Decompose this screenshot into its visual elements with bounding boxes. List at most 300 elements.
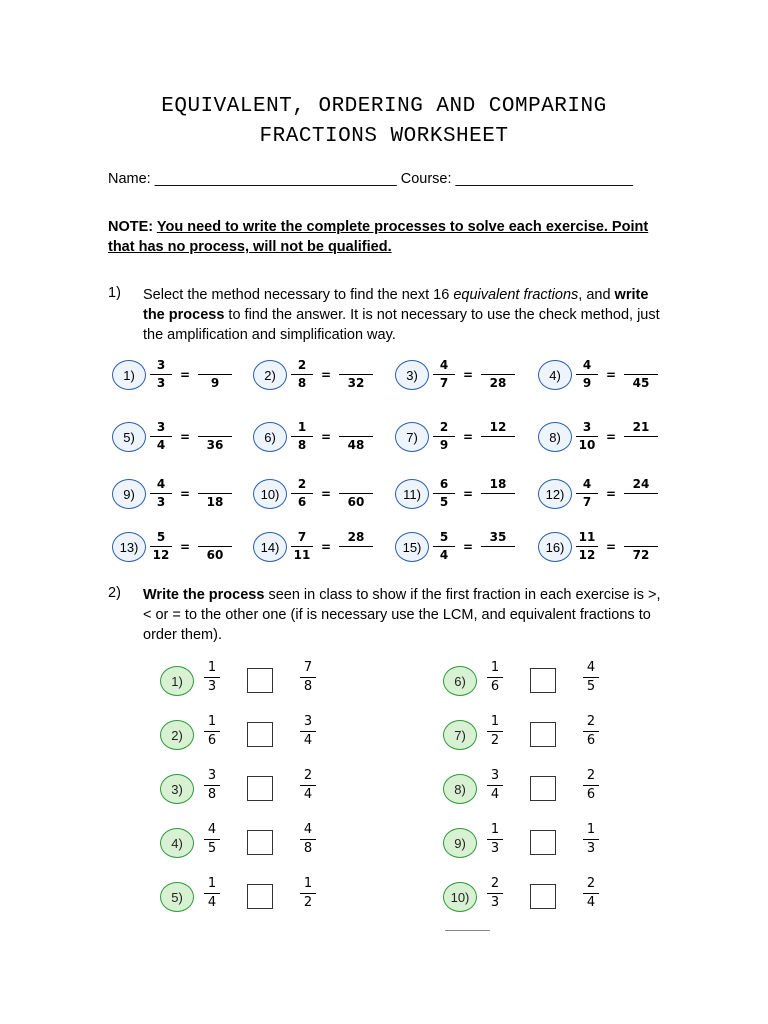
first-fraction	[204, 822, 220, 856]
fraction-bar	[204, 677, 220, 678]
equivalent-item	[395, 358, 555, 402]
denominator: 6	[297, 495, 307, 509]
comparison-answer-box[interactable]	[530, 722, 556, 747]
second-fraction	[583, 876, 599, 910]
equals-sign: =	[180, 540, 191, 554]
fraction-bar	[583, 677, 599, 678]
fraction-bar	[198, 374, 232, 375]
q1-text-italic: equivalent fractions	[453, 287, 579, 303]
comparison-answer-box[interactable]	[530, 668, 556, 693]
answer-denominator: 18	[206, 495, 224, 509]
answer-denominator: 45	[632, 376, 650, 390]
second-fraction	[583, 714, 599, 748]
given-fraction	[433, 420, 455, 452]
fraction-bar	[433, 374, 455, 375]
denominator: 4	[207, 895, 217, 910]
worksheet-title-line2: FRACTIONS WORKSHEET	[259, 125, 509, 148]
answer-fraction[interactable]	[624, 477, 658, 509]
given-fraction	[576, 530, 598, 562]
fraction-bar	[339, 436, 373, 437]
fraction-bar	[576, 436, 598, 437]
fraction-bar	[487, 731, 503, 732]
denominator: 3	[156, 376, 166, 390]
equivalent-item	[112, 420, 272, 464]
equals-sign: =	[180, 430, 191, 444]
denominator: 7	[439, 376, 449, 390]
equals-sign: =	[606, 540, 617, 554]
comparison-answer-box[interactable]	[530, 776, 556, 801]
numerator: 4	[207, 822, 217, 837]
fraction-bar	[576, 374, 598, 375]
equals-sign: =	[321, 430, 332, 444]
fraction-bar	[198, 493, 232, 494]
numerator: 2	[297, 477, 307, 491]
fraction-bar	[204, 731, 220, 732]
fraction-bar	[198, 546, 232, 547]
answer-fraction[interactable]	[481, 420, 515, 452]
compare-item	[443, 714, 643, 764]
equals-sign: =	[606, 430, 617, 444]
answer-denominator: 36	[206, 438, 224, 452]
numerator: 3	[207, 768, 217, 783]
given-fraction	[576, 477, 598, 509]
fraction-bar	[624, 493, 658, 494]
item-number: 5)	[171, 889, 183, 905]
fraction-bar	[583, 785, 599, 786]
answer-fraction[interactable]	[624, 530, 658, 562]
denominator: 8	[297, 438, 307, 452]
item-number-circle	[160, 666, 194, 696]
answer-numerator: 12	[489, 420, 507, 434]
given-fraction	[576, 358, 598, 390]
item-number-circle	[538, 532, 572, 562]
fraction-bar	[300, 731, 316, 732]
answer-numerator: 18	[489, 477, 507, 491]
compare-item	[160, 822, 360, 872]
fraction-bar	[339, 546, 373, 547]
given-fraction	[433, 477, 455, 509]
item-number: 6)	[454, 673, 466, 689]
denominator: 4	[586, 895, 596, 910]
fraction-bar	[339, 374, 373, 375]
equivalent-item	[538, 358, 698, 402]
equals-sign: =	[463, 487, 474, 501]
second-fraction	[300, 822, 316, 856]
item-number-circle	[538, 360, 572, 390]
given-fraction	[291, 477, 313, 509]
worksheet-title-line1: EQUIVALENT, ORDERING AND COMPARING	[161, 95, 607, 118]
equivalent-item	[538, 420, 698, 464]
fraction-bar	[583, 731, 599, 732]
fraction-bar	[487, 893, 503, 894]
question-2-number: 2)	[108, 585, 121, 601]
given-fraction	[291, 420, 313, 452]
equivalent-item	[395, 530, 555, 574]
numerator: 4	[582, 477, 592, 491]
fraction-bar	[481, 546, 515, 547]
denominator: 4	[303, 733, 313, 748]
note-label: NOTE:	[108, 219, 154, 235]
item-number: 8)	[549, 429, 561, 445]
item-number: 1)	[123, 367, 135, 383]
given-fraction	[150, 530, 172, 562]
denominator: 10	[578, 438, 596, 452]
first-fraction	[487, 876, 503, 910]
equivalent-item	[253, 477, 413, 521]
second-fraction	[300, 660, 316, 694]
denominator: 8	[303, 841, 313, 856]
answer-fraction[interactable]	[624, 358, 658, 390]
answer-fraction[interactable]	[198, 530, 232, 562]
equals-sign: =	[180, 368, 191, 382]
compare-item	[443, 822, 643, 872]
item-number-circle	[160, 882, 194, 912]
item-number-circle	[443, 774, 477, 804]
compare-item	[443, 660, 643, 710]
fraction-bar	[150, 493, 172, 494]
denominator: 5	[586, 679, 596, 694]
name-field[interactable]: ______________________________	[154, 171, 397, 187]
numerator: 1	[303, 876, 313, 891]
denominator: 6	[207, 733, 217, 748]
numerator: 2	[490, 876, 500, 891]
equivalent-item	[253, 420, 413, 464]
item-number-circle	[443, 666, 477, 696]
denominator: 4	[303, 787, 313, 802]
fraction-bar	[576, 546, 598, 547]
answer-numerator: 35	[489, 530, 507, 544]
q1-text-a: Select the method necessary to find the next 16	[143, 287, 454, 303]
item-number: 2)	[171, 727, 183, 743]
fraction-bar	[204, 893, 220, 894]
item-number: 12)	[545, 486, 565, 502]
fraction-bar	[150, 546, 172, 547]
equals-sign: =	[321, 540, 332, 554]
item-number-circle	[112, 422, 146, 452]
fraction-bar	[624, 374, 658, 375]
item-number-circle	[253, 360, 287, 390]
equals-sign: =	[321, 368, 332, 382]
numerator: 2	[297, 358, 307, 372]
equals-sign: =	[606, 487, 617, 501]
equals-sign: =	[180, 487, 191, 501]
fraction-bar	[433, 493, 455, 494]
answer-numerator: 28	[347, 530, 365, 544]
q1-text-c: to find the answer. It is not necessary to use the check method, just the amplification and simplification way.	[143, 307, 660, 343]
compare-item	[443, 768, 643, 818]
name-course-row	[108, 171, 633, 187]
comparison-answer-box[interactable]	[247, 722, 273, 747]
q1-text-bold: write the process	[143, 287, 649, 323]
denominator: 5	[207, 841, 217, 856]
given-fraction	[576, 420, 598, 452]
second-fraction	[300, 714, 316, 748]
item-number-circle	[443, 720, 477, 750]
given-fraction	[150, 358, 172, 390]
fraction-bar	[433, 546, 455, 547]
fraction-bar	[198, 436, 232, 437]
equivalent-item	[112, 358, 272, 402]
compare-item	[160, 714, 360, 764]
item-number-circle	[253, 479, 287, 509]
comparison-answer-box[interactable]	[247, 668, 273, 693]
note-text: You need to write the complete processes to solve each exercise. Point that has no process, will not be qualified.	[108, 219, 649, 255]
denominator: 12	[152, 548, 170, 562]
denominator: 6	[586, 787, 596, 802]
item-number: 10)	[260, 486, 280, 502]
item-number-circle	[538, 422, 572, 452]
fraction-bar	[204, 785, 220, 786]
item-number: 9)	[454, 835, 466, 851]
denominator: 12	[578, 548, 596, 562]
denominator: 7	[582, 495, 592, 509]
fraction-bar	[583, 839, 599, 840]
compare-item	[160, 876, 360, 926]
numerator: 2	[303, 768, 313, 783]
name-label: Name:	[108, 171, 151, 187]
fraction-bar	[487, 677, 503, 678]
answer-fraction[interactable]	[481, 530, 515, 562]
question-2-text	[143, 585, 668, 645]
denominator: 3	[156, 495, 166, 509]
given-fraction	[433, 530, 455, 562]
given-fraction	[433, 358, 455, 390]
given-fraction	[150, 477, 172, 509]
item-number-circle	[112, 479, 146, 509]
equivalent-item	[112, 530, 272, 574]
item-number: 11)	[403, 486, 421, 502]
fraction-bar	[300, 893, 316, 894]
numerator: 4	[303, 822, 313, 837]
numerator: 2	[586, 876, 596, 891]
fraction-bar	[291, 436, 313, 437]
item-number-circle	[160, 774, 194, 804]
equals-sign: =	[606, 368, 617, 382]
comparison-answer-box[interactable]	[530, 830, 556, 855]
note-paragraph	[108, 217, 673, 257]
item-number: 13)	[119, 539, 139, 555]
divider-fragment	[445, 930, 490, 931]
question-1-number: 1)	[108, 285, 121, 301]
denominator: 8	[297, 376, 307, 390]
item-number: 14)	[260, 539, 280, 555]
fraction-bar	[583, 893, 599, 894]
answer-denominator: 48	[347, 438, 365, 452]
answer-denominator: 9	[210, 376, 220, 390]
second-fraction	[583, 660, 599, 694]
item-number-circle	[253, 532, 287, 562]
numerator: 7	[303, 660, 313, 675]
course-label: Course:	[400, 171, 452, 187]
item-number: 5)	[123, 429, 135, 445]
course-field[interactable]: ______________________	[455, 171, 633, 187]
answer-fraction[interactable]	[198, 358, 232, 390]
answer-fraction[interactable]	[339, 420, 373, 452]
answer-denominator: 60	[347, 495, 365, 509]
fraction-bar	[339, 493, 373, 494]
answer-fraction[interactable]	[339, 358, 373, 390]
compare-item	[160, 768, 360, 818]
answer-fraction[interactable]	[624, 420, 658, 452]
equivalent-item	[538, 477, 698, 521]
fraction-bar	[481, 493, 515, 494]
item-number: 16)	[545, 539, 565, 555]
denominator: 11	[293, 548, 311, 562]
item-number-circle	[395, 422, 429, 452]
item-number-circle	[538, 479, 572, 509]
denominator: 6	[586, 733, 596, 748]
item-number: 4)	[549, 367, 561, 383]
item-number-circle	[160, 720, 194, 750]
answer-denominator: 72	[632, 548, 650, 562]
denominator: 4	[156, 438, 166, 452]
denominator: 6	[490, 679, 500, 694]
second-fraction	[583, 822, 599, 856]
numerator: 1	[207, 714, 217, 729]
equivalent-item	[253, 358, 413, 402]
numerator: 1	[490, 822, 500, 837]
first-fraction	[487, 660, 503, 694]
item-number-circle	[395, 532, 429, 562]
answer-fraction[interactable]	[481, 477, 515, 509]
fraction-bar	[150, 436, 172, 437]
item-number-circle	[160, 828, 194, 858]
first-fraction	[204, 660, 220, 694]
q2-text-bold: Write the process	[143, 587, 265, 603]
item-number-circle	[443, 882, 477, 912]
numerator: 3	[582, 420, 592, 434]
denominator: 4	[439, 548, 449, 562]
numerator: 3	[156, 358, 166, 372]
first-fraction	[204, 714, 220, 748]
item-number-circle	[253, 422, 287, 452]
fraction-bar	[291, 493, 313, 494]
answer-fraction[interactable]	[198, 420, 232, 452]
given-fraction	[150, 420, 172, 452]
fraction-bar	[481, 374, 515, 375]
item-number-circle	[112, 360, 146, 390]
fraction-bar	[624, 436, 658, 437]
answer-denominator: 28	[489, 376, 507, 390]
item-number: 3)	[171, 781, 183, 797]
compare-item	[160, 660, 360, 710]
first-fraction	[487, 714, 503, 748]
equivalent-item	[395, 420, 555, 464]
fraction-bar	[624, 546, 658, 547]
item-number-circle	[443, 828, 477, 858]
fraction-bar	[291, 374, 313, 375]
given-fraction	[291, 530, 313, 562]
fraction-bar	[576, 493, 598, 494]
answer-fraction[interactable]	[339, 477, 373, 509]
item-number: 3)	[406, 367, 418, 383]
compare-item	[443, 876, 643, 926]
answer-fraction[interactable]	[339, 530, 373, 562]
numerator: 4	[582, 358, 592, 372]
item-number: 6)	[264, 429, 276, 445]
numerator: 7	[297, 530, 307, 544]
fraction-bar	[300, 785, 316, 786]
numerator: 3	[156, 420, 166, 434]
item-number-circle	[112, 532, 146, 562]
comparison-answer-box[interactable]	[247, 884, 273, 909]
comparison-answer-box[interactable]	[247, 776, 273, 801]
fraction-bar	[433, 436, 455, 437]
item-number: 8)	[454, 781, 466, 797]
item-number: 4)	[171, 835, 183, 851]
item-number: 2)	[264, 367, 276, 383]
equivalent-item	[253, 530, 413, 574]
numerator: 2	[586, 768, 596, 783]
denominator: 2	[303, 895, 313, 910]
fraction-bar	[487, 785, 503, 786]
second-fraction	[300, 768, 316, 802]
numerator: 11	[578, 530, 596, 544]
item-number: 15)	[402, 539, 422, 555]
first-fraction	[204, 768, 220, 802]
answer-fraction[interactable]	[198, 477, 232, 509]
equivalent-item	[395, 477, 555, 521]
fraction-bar	[300, 839, 316, 840]
equals-sign: =	[463, 540, 474, 554]
numerator: 5	[156, 530, 166, 544]
numerator: 6	[439, 477, 449, 491]
equals-sign: =	[463, 368, 474, 382]
numerator: 1	[490, 660, 500, 675]
q1-text-b: , and	[578, 287, 615, 303]
item-number: 7)	[454, 727, 466, 743]
fraction-bar	[150, 374, 172, 375]
denominator: 3	[490, 895, 500, 910]
fraction-bar	[481, 436, 515, 437]
numerator: 1	[297, 420, 307, 434]
denominator: 5	[439, 495, 449, 509]
comparison-answer-box[interactable]	[247, 830, 273, 855]
comparison-answer-box[interactable]	[530, 884, 556, 909]
denominator: 3	[490, 841, 500, 856]
fraction-bar	[291, 546, 313, 547]
denominator: 9	[582, 376, 592, 390]
numerator: 4	[156, 477, 166, 491]
item-number: 10)	[450, 889, 470, 905]
numerator: 4	[439, 358, 449, 372]
answer-numerator: 21	[632, 420, 650, 434]
first-fraction	[487, 768, 503, 802]
first-fraction	[487, 822, 503, 856]
denominator: 4	[490, 787, 500, 802]
numerator: 1	[586, 822, 596, 837]
equals-sign: =	[321, 487, 332, 501]
equals-sign: =	[463, 430, 474, 444]
numerator: 2	[586, 714, 596, 729]
equivalent-item	[112, 477, 272, 521]
denominator: 3	[207, 679, 217, 694]
denominator: 8	[303, 679, 313, 694]
item-number: 7)	[406, 429, 418, 445]
second-fraction	[300, 876, 316, 910]
fraction-bar	[204, 839, 220, 840]
numerator: 2	[439, 420, 449, 434]
answer-fraction[interactable]	[481, 358, 515, 390]
first-fraction	[204, 876, 220, 910]
numerator: 1	[490, 714, 500, 729]
question-1-text	[143, 285, 668, 345]
numerator: 3	[490, 768, 500, 783]
equivalent-item	[538, 530, 698, 574]
q2-text-a: seen in class to show if the first fraction in each exercise is >, < or = to the other one (if is necessary use the LCM, and equivalent fractions to order them).	[143, 587, 661, 643]
denominator: 9	[439, 438, 449, 452]
second-fraction	[583, 768, 599, 802]
